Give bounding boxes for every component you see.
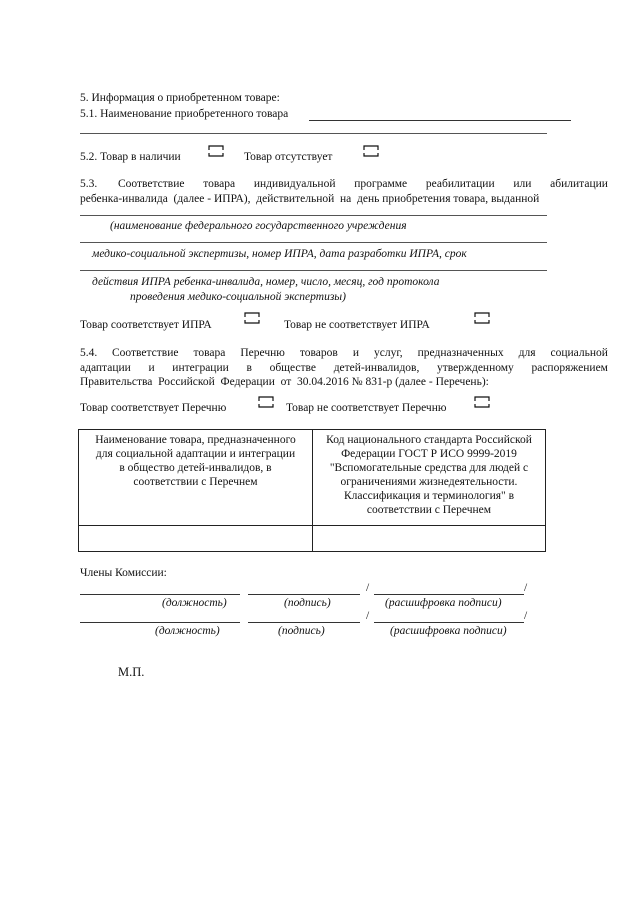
slash: / [366,610,370,622]
cell-line: соответствии с Перечнем [366,504,492,516]
in-stock-checkbox[interactable] [208,145,224,157]
cell-line: в общество детей-инвалидов, в [119,462,272,474]
table-row [79,526,546,552]
in-stock-label: 5.2. Товар в наличии [80,151,181,163]
issuer-field-line3[interactable] [80,270,547,271]
product-name-field[interactable] [309,120,571,121]
word: в [246,362,252,374]
decoding-caption-1: (расшифровка подписи) [385,597,502,609]
ipra-match-checkbox[interactable] [244,312,260,324]
word: абилитации [550,178,608,190]
decoding-field-2[interactable] [374,622,524,623]
word: товаров [299,347,338,359]
absent-checkbox[interactable] [363,145,379,157]
list-nomatch-label: Товар не соответствует Перечню [286,402,447,414]
stamp-place: М.П. [118,665,145,679]
section-5-3-line2: ребенка-инвалида (далее - ИПРА), действительной на день приобретения товара, выданной [80,193,540,205]
word: услуг, [373,347,403,359]
table-header-code [313,430,546,526]
section-5-3-line1 [118,178,608,190]
word: предназначенных [417,347,504,359]
word: программе [354,178,408,190]
word: распоряжением [531,362,608,374]
issuer-field-line2[interactable] [80,242,547,243]
cell-line: ограничениями жизнедеятельности. [340,476,518,488]
list-match-checkbox[interactable] [258,396,274,408]
cell-line: Классификация и терминология" в [343,490,515,502]
ipra-match-label: Товар соответствует ИПРА [80,319,212,331]
section-5-4-line2 [80,362,608,374]
signature-caption-2: (подпись) [278,625,325,637]
signature-field-2[interactable] [248,622,360,623]
position-field-2[interactable] [80,622,240,623]
issuer-hint: (наименование федерального государственного учреждения [110,220,407,232]
word: интеграции [172,362,229,374]
word: индивидуальной [253,178,336,190]
section-5-4-line3: Правительства Российской Федерации от 30.04.2016 № 831-р (далее - Перечень): [80,376,489,388]
product-code-cell[interactable] [313,526,546,552]
product-name-cell[interactable] [79,526,313,552]
word: и [148,362,155,374]
word: товара [193,347,226,359]
cell-line: соответствии с Перечнем [133,476,258,488]
word: обществе [269,362,317,374]
slash: / [366,582,370,594]
signature-field-1[interactable] [248,594,360,595]
issuer-hint-3a: действия ИПРА ребенка-инвалида, номер, число, месяц, год протокола [92,276,440,288]
word: для [518,347,536,359]
list-nomatch-checkbox[interactable] [474,396,490,408]
decoding-caption-2: (расшифровка подписи) [390,625,507,637]
position-field-1[interactable] [80,594,240,595]
issuer-field[interactable] [80,215,547,216]
section-5-4-line1 [112,347,608,359]
issuer-hint-3b: проведения медико-социальной экспертизы) [130,291,346,303]
list-match-label: Товар соответствует Перечню [80,402,227,414]
absent-label: Товар отсутствует [244,151,333,163]
word: утвержденному [437,362,514,374]
slash: / [524,582,528,594]
item-5-1-label: 5.1. Наименование приобретенного товара [80,108,289,120]
slash: / [524,610,528,622]
cell-line: Федерации ГОСТ Р ИСО 9999-2019 [341,448,517,460]
word: Соответствие [118,178,185,190]
product-name-field-line2[interactable] [80,133,547,134]
cell-line: для социальной адаптации и интеграции [95,448,296,460]
position-caption-2: (должность) [155,625,220,637]
decoding-field-1[interactable] [374,594,524,595]
ipra-nomatch-checkbox[interactable] [474,312,490,324]
commission-title: Члены Комиссии: [80,567,167,579]
word: адаптации [80,362,131,374]
word: товара [203,178,236,190]
word: социальной [550,347,608,359]
word: реабилитации [425,178,495,190]
cell-line: "Вспомогательные средства для людей с [329,462,529,474]
cell-line: Код национального стандарта Российской [326,434,532,446]
signature-caption-1: (подпись) [284,597,331,609]
position-caption-1: (должность) [162,597,227,609]
cell-line: Наименование товара, предназначенного [95,434,296,446]
ipra-nomatch-label: Товар не соответствует ИПРА [284,319,430,331]
word: или [513,178,532,190]
issuer-hint-2: медико-социальной экспертизы, номер ИПРА, дата разработки ИПРА, срок [92,248,467,260]
table-header-product [79,430,313,526]
word: Соответствие [112,347,179,359]
section-5-3-number: 5.3. [80,178,98,190]
table-header-row [79,430,546,526]
word: Перечню [240,347,285,359]
word: детей-инвалидов, [333,362,420,374]
section-title: 5. Информация о приобретенном товаре: [80,92,280,104]
section-5-4-number: 5.4. [80,347,98,359]
word: и [352,347,359,359]
product-table [78,429,546,552]
